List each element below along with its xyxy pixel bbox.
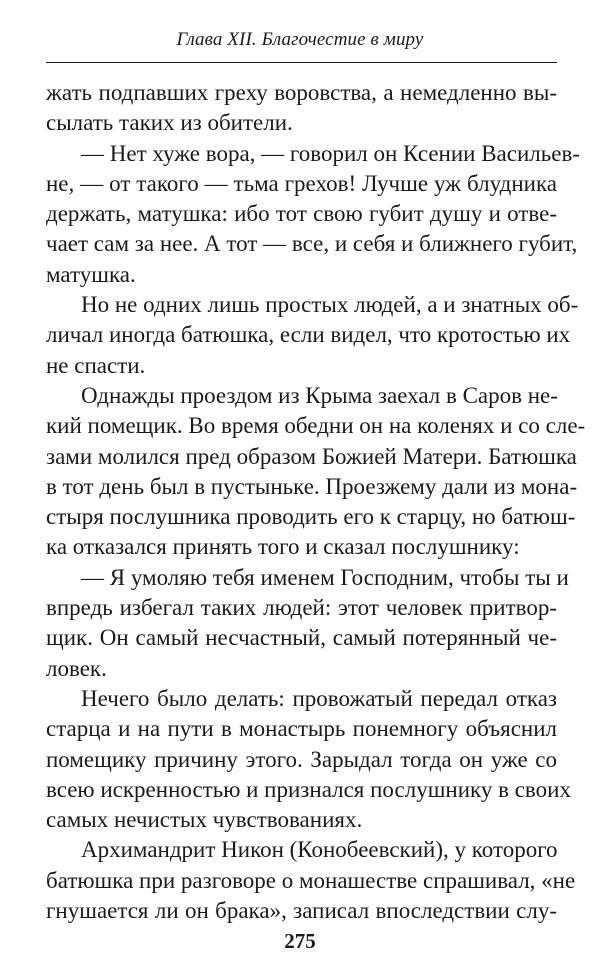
text-line: стыря послушника проводить его к старцу, но батюш- xyxy=(46,504,576,530)
text-line: матушка. xyxy=(46,261,136,287)
text-line: жать подпавших греху воровства, а немедленно вы- xyxy=(46,80,557,105)
text-line: Но не одних лишь простых людей, а и знатных об- xyxy=(81,292,579,318)
text-line: сылать таких из обители. xyxy=(46,110,293,136)
text-line: гнушается ли он брака», записал впоследствии слу- xyxy=(46,898,557,924)
running-head: Глава XII. Благочестие в миру xyxy=(176,29,424,50)
text-line: держать, матушка: ибо тот свою губит душу и отве- xyxy=(46,201,557,227)
text-line: кий помещик. Во время обедни он на коленях и со сле- xyxy=(46,413,586,439)
text-line: помещику причину этого. Зарыдал тогда он уже со xyxy=(46,746,557,772)
text-line: ка отказался принять того и сказал послушнику: xyxy=(46,534,520,560)
text-line: не спасти. xyxy=(46,352,146,378)
text-line: щик. Он самый несчастный, самый потерянный че- xyxy=(46,625,557,651)
text-line: батюшка при разговоре о монашестве спрашивал, «не xyxy=(46,867,576,893)
text-line: Нечего было делать: провожатый передал отказ xyxy=(81,685,557,711)
text-line: — Я умоляю тебя именем Господним, чтобы ты и xyxy=(81,564,569,590)
text-line: ловек. xyxy=(46,655,107,681)
text-line: чает сам за нее. А тот — все, и себя и ближнего губит, xyxy=(46,231,578,257)
text-line: самых нечистых чувствованиях. xyxy=(46,807,363,833)
text-line: личал иногда батюшка, если видел, что кротостью их xyxy=(46,322,571,348)
text-line: Архимандрит Никон (Конобеевский), у которого xyxy=(81,837,558,863)
text-line: не, — от такого — тьма грехов! Лучше уж блудника xyxy=(46,170,557,196)
text-line: старца и на пути в монастырь понемногу объяснил xyxy=(46,716,557,742)
text-line: в тот день был в пустыньке. Проезжему дали из мона- xyxy=(46,473,578,499)
text-line: — Нет хуже вора, — говорил он Ксении Васильев- xyxy=(81,140,580,166)
header-rule xyxy=(46,62,557,63)
body-text xyxy=(46,78,586,926)
text-line: всею искренностью и признался послушнику в своих xyxy=(46,776,571,802)
text-line: впредь избегал таких людей: этот человек притвор- xyxy=(46,595,557,621)
text-line: Однажды проездом из Крыма заехал в Саров не- xyxy=(81,382,558,408)
text-line: зами молился пред образом Божией Матери. Батюшка xyxy=(46,443,577,469)
page-number: 275 xyxy=(284,929,316,953)
